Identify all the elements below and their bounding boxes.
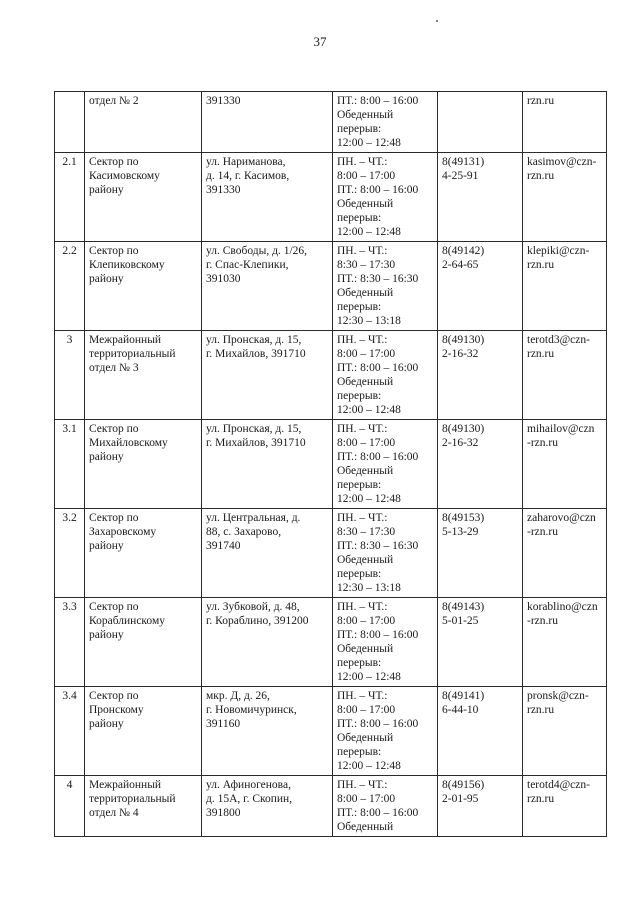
office-hours: ПН. – ЧТ.: 8:30 – 17:30 ПТ.: 8:30 – 16:30 Обеденный перерыв: 12:30 – 13:18	[333, 242, 438, 331]
table-row	[55, 687, 607, 776]
office-hours: ПН. – ЧТ.: 8:00 – 17:00 ПТ.: 8:00 – 16:00 Обеденный перерыв: 12:00 – 12:48	[333, 687, 438, 776]
office-email: kasimov@czn- rzn.ru	[523, 153, 607, 242]
office-address: 391330	[202, 92, 333, 153]
office-hours: ПН. – ЧТ.: 8:00 – 17:00 ПТ.: 8:00 – 16:00 Обеденный перерыв: 12:00 – 12:48	[333, 598, 438, 687]
row-number: 2.1	[55, 153, 85, 242]
office-hours: ПН. – ЧТ.: 8:00 – 17:00 ПТ.: 8:00 – 16:00 Обеденный перерыв: 12:00 – 12:48	[333, 420, 438, 509]
office-name: Межрайонный территориальный отдел № 3	[85, 331, 202, 420]
table-row	[55, 598, 607, 687]
office-name: Сектор по Захаровскому району	[85, 509, 202, 598]
page-number: 37	[313, 34, 327, 49]
table-row	[55, 242, 607, 331]
office-name: Сектор по Кораблинскому району	[85, 598, 202, 687]
row-number: 4	[55, 776, 85, 837]
office-name: отдел № 2	[85, 92, 202, 153]
office-email: terotd4@czn- rzn.ru	[523, 776, 607, 837]
row-number: 3	[55, 331, 85, 420]
office-phone: 8(49141) 6-44-10	[438, 687, 523, 776]
row-number: 3.1	[55, 420, 85, 509]
row-number: 3.4	[55, 687, 85, 776]
office-address: мкр. Д, д. 26, г. Новомичуринск, 391160	[202, 687, 333, 776]
office-address: ул. Афиногенова, д. 15А, г. Скопин, 391800	[202, 776, 333, 837]
office-directory-table	[54, 91, 607, 837]
office-email: rzn.ru	[523, 92, 607, 153]
office-email: mihailov@czn -rzn.ru	[523, 420, 607, 509]
row-number: 3.2	[55, 509, 85, 598]
office-name: Сектор по Пронскому району	[85, 687, 202, 776]
office-hours: ПН. – ЧТ.: 8:00 – 17:00 ПТ.: 8:00 – 16:00 Обеденный перерыв: 12:00 – 12:48	[333, 331, 438, 420]
office-phone: 8(49142) 2-64-65	[438, 242, 523, 331]
scan-speck	[436, 20, 438, 22]
row-number: 3.3	[55, 598, 85, 687]
office-name: Межрайонный территориальный отдел № 4	[85, 776, 202, 837]
office-phone: 8(49143) 5-01-25	[438, 598, 523, 687]
office-phone: 8(49130) 2-16-32	[438, 331, 523, 420]
office-hours: ПТ.: 8:00 – 16:00 Обеденный перерыв: 12:00 – 12:48	[333, 92, 438, 153]
office-email: terotd3@czn- rzn.ru	[523, 331, 607, 420]
office-phone: 8(49156) 2-01-95	[438, 776, 523, 837]
table-row	[55, 509, 607, 598]
office-phone: 8(49130) 2-16-32	[438, 420, 523, 509]
table-row	[55, 153, 607, 242]
office-hours: ПН. – ЧТ.: 8:00 – 17:00 ПТ.: 8:00 – 16:00 Обеденный	[333, 776, 438, 837]
office-email: korablino@czn -rzn.ru	[523, 598, 607, 687]
office-address: ул. Свободы, д. 1/26, г. Спас-Клепики, 391030	[202, 242, 333, 331]
office-address: ул. Пронская, д. 15, г. Михайлов, 391710	[202, 420, 333, 509]
office-name: Сектор по Михайловскому району	[85, 420, 202, 509]
office-address: ул. Нариманова, д. 14, г. Касимов, 391330	[202, 153, 333, 242]
office-hours: ПН. – ЧТ.: 8:30 – 17:30 ПТ.: 8:30 – 16:30 Обеденный перерыв: 12:30 – 13:18	[333, 509, 438, 598]
office-phone: 8(49131) 4-25-91	[438, 153, 523, 242]
row-number: 2.2	[55, 242, 85, 331]
office-address: ул. Пронская, д. 15, г. Михайлов, 391710	[202, 331, 333, 420]
table-row	[55, 331, 607, 420]
office-phone	[438, 92, 523, 153]
office-email: pronsk@czn- rzn.ru	[523, 687, 607, 776]
office-hours: ПН. – ЧТ.: 8:00 – 17:00 ПТ.: 8:00 – 16:00 Обеденный перерыв: 12:00 – 12:48	[333, 153, 438, 242]
office-address: ул. Центральная, д. 88, с. Захарово, 391740	[202, 509, 333, 598]
table-row	[55, 92, 607, 153]
row-number	[55, 92, 85, 153]
table-row	[55, 420, 607, 509]
office-phone: 8(49153) 5-13-29	[438, 509, 523, 598]
office-address: ул. Зубковой, д. 48, г. Кораблино, 391200	[202, 598, 333, 687]
table-row	[55, 776, 607, 837]
office-name: Сектор по Клепиковскому району	[85, 242, 202, 331]
office-email: klepiki@czn- rzn.ru	[523, 242, 607, 331]
office-email: zaharovo@czn -rzn.ru	[523, 509, 607, 598]
office-name: Сектор по Касимовскому району	[85, 153, 202, 242]
